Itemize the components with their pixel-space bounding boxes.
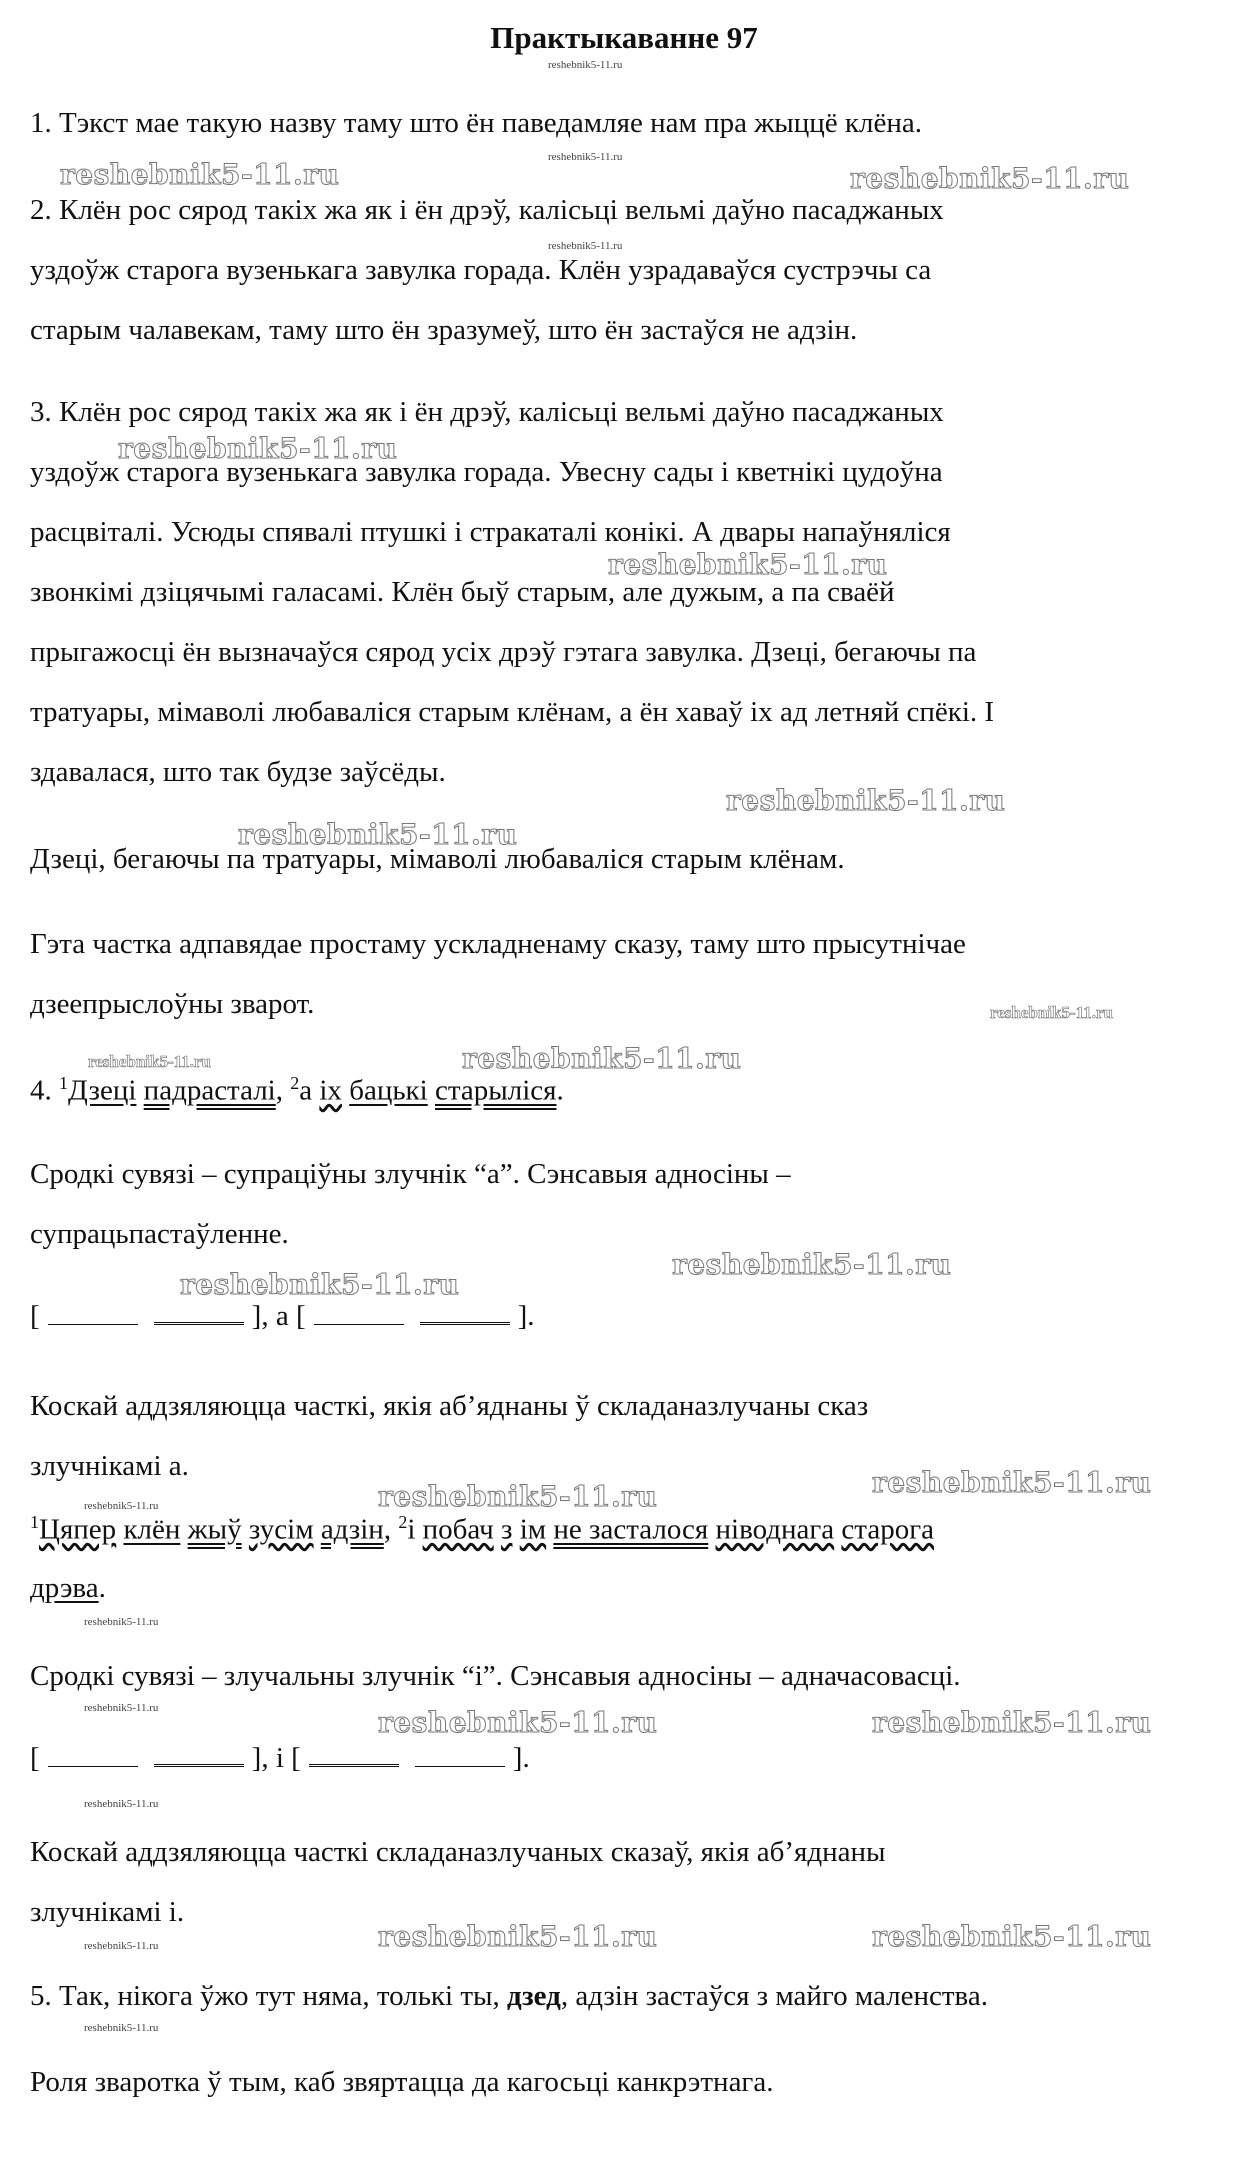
- text-line: Гэта частка адпавядае простаму ускладненаму сказу, таму што прысутнічае: [30, 928, 966, 960]
- bracket: ].: [512, 1742, 530, 1774]
- watermark: reshebnik5-11.ru: [608, 548, 888, 581]
- text-line: дзеепрыслоўны зварот.: [30, 988, 315, 1020]
- subject-word: Дзеці: [68, 1074, 137, 1107]
- text-line: звонкімі дзіцячымі галасамі. Клён быў старым, але дужым, а па сваёй: [30, 576, 895, 608]
- bracket: ], і [: [251, 1742, 301, 1774]
- watermark: reshebnik5-11.ru: [238, 818, 518, 851]
- watermark: reshebnik5-11.ru: [84, 1702, 159, 1714]
- bracket: ], а [: [251, 1300, 306, 1332]
- predicate-word: старыліся: [434, 1074, 557, 1107]
- predicate-blank: [420, 1322, 510, 1325]
- text-line: здавалася, што так будзе заўсёды.: [30, 756, 446, 788]
- watermark: reshebnik5-11.ru: [726, 784, 1006, 817]
- attribute-word: ніводнага: [715, 1513, 835, 1546]
- text-line: уздоўж старога вузенькага завулка горада. Увесну сады і кветнікі цудоўна: [30, 456, 943, 488]
- attribute-word: іх: [319, 1074, 342, 1107]
- attribute-word: старога: [841, 1513, 934, 1546]
- subject-blank: [48, 1324, 138, 1325]
- text-line: Сродкі сувязі – супрацiўны злучнік “а”. Сэнсавыя адносіны –: [30, 1158, 791, 1190]
- conjunction: і: [407, 1513, 416, 1546]
- watermark: reshebnik5-11.ru: [88, 1052, 211, 1071]
- watermark: reshebnik5-11.ru: [548, 240, 623, 252]
- watermark: reshebnik5-11.ru: [872, 1466, 1152, 1499]
- item-number: 4.: [30, 1074, 52, 1107]
- text-line: Дзеці, бегаючы па тратуары, мімаволі любаваліся старым клёнам.: [30, 843, 845, 875]
- clause-number: 1: [30, 1512, 39, 1532]
- text-line: злучнікамі а.: [30, 1450, 189, 1482]
- adverbial-word: Цяпер: [39, 1513, 117, 1546]
- text-line: уздоўж старога вузенькага завулка горада. Клён узрадаваўся сустрэчы са: [30, 254, 932, 286]
- subject-word: бацькі: [349, 1074, 428, 1107]
- watermark: reshebnik5-11.ru: [378, 1480, 658, 1513]
- item-4-sentence: [30, 1073, 564, 1108]
- watermark: reshebnik5-11.ru: [84, 1500, 159, 1512]
- predicate-word: адзін: [320, 1513, 384, 1546]
- predicate-blank: [154, 1322, 244, 1325]
- watermark: reshebnik5-11.ru: [548, 59, 623, 71]
- text-line: Сродкі сувязі – злучальны злучнік “і”. Сэнсавыя адносіны – адначасовасці.: [30, 1660, 961, 1692]
- sentence-2-continued: [30, 1572, 106, 1605]
- watermark: reshebnik5-11.ru: [180, 1268, 460, 1301]
- watermark: reshebnik5-11.ru: [872, 1920, 1152, 1953]
- text-line: 2. Клён рос сярод такіх жа як і ён дрэў, калісьці вельмі даўно пасаджаных: [30, 194, 944, 226]
- watermark: reshebnik5-11.ru: [850, 162, 1130, 195]
- adverbial-word: з: [500, 1513, 513, 1546]
- watermark: reshebnik5-11.ru: [462, 1042, 742, 1075]
- watermark: reshebnik5-11.ru: [990, 1003, 1113, 1022]
- subject-word: клён: [123, 1513, 181, 1546]
- clause-number: 2: [398, 1512, 408, 1532]
- punctuation: ,: [383, 1513, 392, 1546]
- watermark: reshebnik5-11.ru: [84, 1616, 159, 1628]
- predicate-blank: [309, 1764, 399, 1767]
- text-line: Коскай аддзяляюцца часткі, якія аб’яднаны ў складаназлучаны сказ: [30, 1390, 869, 1422]
- bracket: [: [30, 1300, 40, 1332]
- scheme-1: [30, 1300, 535, 1333]
- watermark: reshebnik5-11.ru: [60, 158, 340, 191]
- punctuation: ,: [275, 1074, 283, 1107]
- text-line: тратуары, мімаволі любаваліся старым клёнам, а ён хаваў іх ад летняй спёкі. І: [30, 696, 995, 728]
- predicate-blank: [154, 1764, 244, 1767]
- clause-number: 2: [290, 1073, 300, 1093]
- punctuation: .: [98, 1572, 106, 1604]
- watermark: reshebnik5-11.ru: [118, 432, 398, 465]
- subject-blank: [48, 1766, 138, 1767]
- conjunction: а: [299, 1074, 313, 1107]
- page-title: Практыкаванне 97: [490, 20, 758, 55]
- adverbial-word: ім: [519, 1513, 547, 1546]
- watermark: reshebnik5-11.ru: [672, 1248, 952, 1281]
- bracket: ].: [517, 1300, 535, 1332]
- watermark: reshebnik5-11.ru: [84, 2022, 159, 2034]
- text-line: Роля зваротка ў тым, каб звяртацца да кагосьці канкрэтнага.: [30, 2066, 774, 2098]
- sentence-2: [30, 1512, 934, 1547]
- predicate-word: не засталося: [553, 1513, 709, 1546]
- clause-number: 1: [59, 1073, 68, 1093]
- watermark: reshebnik5-11.ru: [84, 1798, 159, 1810]
- watermark: reshebnik5-11.ru: [872, 1706, 1152, 1739]
- text-line: 1. Тэкст мае такую назву таму што ён паведамляе нам пра жыццё клёна.: [30, 107, 922, 139]
- watermark: reshebnik5-11.ru: [84, 1940, 159, 1952]
- adverbial-word: побач: [422, 1513, 494, 1546]
- text-line: супрацьпастаўленне.: [30, 1218, 289, 1250]
- text-fragment: , адзін застаўся з майго маленства.: [560, 1980, 988, 2012]
- watermark: reshebnik5-11.ru: [378, 1706, 658, 1739]
- address-word: дзед: [507, 1980, 561, 2012]
- text-line: злучнікамі і.: [30, 1896, 185, 1928]
- watermark: reshebnik5-11.ru: [548, 151, 623, 163]
- text-line: Коскай аддзяляюцца часткі складаназлучаных сказаў, якія аб’яднаны: [30, 1836, 886, 1868]
- text-fragment: 5. Так, нікога ўжо тут няма, толькі ты,: [30, 1980, 507, 2012]
- subject-blank: [314, 1324, 404, 1325]
- item-5-sentence: [30, 1980, 988, 2013]
- predicate-word: жыў: [187, 1513, 242, 1546]
- punctuation: .: [556, 1074, 564, 1107]
- subject-blank: [415, 1766, 505, 1767]
- predicate-word: падрасталі: [143, 1074, 276, 1107]
- adverbial-word: зусім: [248, 1513, 314, 1546]
- text-line: старым чалавекам, таму што ён зразумеў, што ён застаўся не адзін.: [30, 314, 858, 346]
- text-line: расцвіталі. Усюды спявалі птушкі і стракаталі конікі. А двары напаўняліся: [30, 516, 951, 548]
- scheme-2: [30, 1742, 530, 1775]
- watermark: reshebnik5-11.ru: [378, 1920, 658, 1953]
- text-line: 3. Клён рос сярод такіх жа як і ён дрэў, калісьці вельмі даўно пасаджаных: [30, 396, 944, 428]
- text-line: прыгажосці ён вызначаўся сярод усіх дрэў гэтага завулка. Дзеці, бегаючы па: [30, 636, 977, 668]
- subject-word: дрэва: [30, 1572, 99, 1604]
- bracket: [: [30, 1742, 40, 1774]
